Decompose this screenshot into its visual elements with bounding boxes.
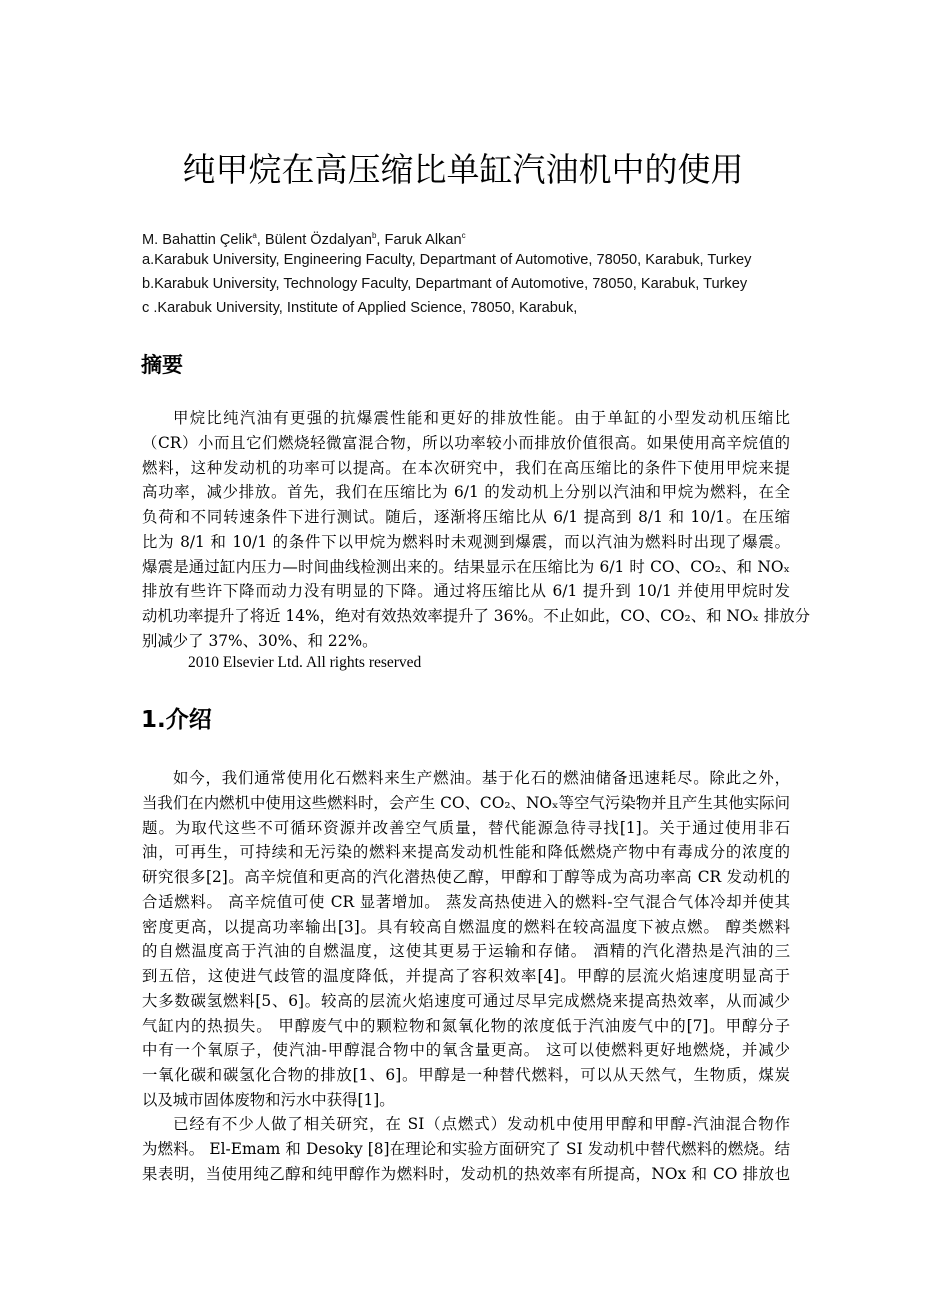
affiliation: c .Karabuk University, Institute of Applied Science, 78050, Karabuk, <box>142 300 578 316</box>
intro-paragraph <box>142 1112 790 1186</box>
text-line: 负荷和不同转速条件下进行测试。随后，逐渐将压缩比从 6/1 提高到 8/1 和 10/1。在压缩 <box>142 508 790 526</box>
text-line: 中有一个氧原子，使汽油-甲醇混合物中的氧含量更高。 这可以使燃料更好地燃烧，并减少 <box>142 1041 790 1060</box>
text-line: 排放有些许下降而动力没有明显的下降。通过将压缩比从 6/1 提升到 10/1 并使用甲烷时发 <box>142 582 790 601</box>
abstract-paragraph <box>142 406 811 654</box>
text-line: 果表明，当使用纯乙醇和纯甲醇作为燃料时，发动机的热效率有所提高，NOx 和 CO 排放也 <box>142 1164 790 1183</box>
text-line: 已经有不少人做了相关研究，在 SI（点燃式）发动机中使用甲醇和甲醇-汽油混合物作 <box>173 1115 790 1133</box>
author-name: M. Bahattin Çelik <box>142 232 253 248</box>
text-line: 题。为取代这些不可循环资源并改善空气质量，替代能源急待寻找[1]。关于通过使用非石 <box>142 818 790 837</box>
text-line: 燃料，这种发动机的功率可以提高。在本次研究中，我们在高压缩比的条件下使用甲烷来提 <box>142 458 790 477</box>
text-line: （CR）小而且它们燃烧轻微富混合物，所以功率较小而排放价值很高。如果使用高辛烷值的 <box>142 433 790 452</box>
text-line: 的自燃温度高于汽油的自燃温度，这使其更易于运输和存储。 酒精的汽化潜热是汽油的三 <box>142 942 790 961</box>
text-line: 合适燃料。 高辛烷值可使 CR 显著增加。 蒸发高热使进入的燃料-空气混合气体冷却并使其 <box>142 892 790 911</box>
text-line: 到五倍，这使进气歧管的温度降低，并提高了容积效率[4]。甲醇的层流火焰速度明显高于 <box>142 967 790 985</box>
text-line: 密度更高，以提高功率输出[3]。具有较高自燃温度的燃料在较高温度下被点燃。 醇类燃料 <box>142 917 790 936</box>
author-name: Faruk Alkan <box>384 232 462 248</box>
text-line: 动机功率提升了将近 14%，绝对有效热效率提升了 36%。不止如此，CO、CO₂、和 NOₓ 排放分 <box>142 607 811 625</box>
copyright-notice: 2010 Elsevier Ltd. All rights reserved <box>188 654 422 671</box>
affiliation: a.Karabuk University, Engineering Faculty, Departmant of Automotive, 78050, Karabuk, Turkey <box>142 252 752 268</box>
text-line: 以及城市固体废物和污水中获得[1]。 <box>142 1090 395 1109</box>
abstract-heading: 摘要 <box>141 353 183 377</box>
text-line: 为燃料。 El-Emam 和 Desoky [8]在理论和实验方面研究了 SI 发动机中替代燃料的燃烧。结 <box>142 1139 790 1158</box>
author-affiliation-mark: a <box>252 231 257 240</box>
text-line: 甲烷比纯汽油有更强的抗爆震性能和更好的排放性能。由于单缸的小型发动机压缩比 <box>173 409 790 427</box>
text-line: 比为 8/1 和 10/1 的条件下以甲烷为燃料时未观测到爆震，而以汽油为燃料时出现了爆震。 <box>142 532 790 551</box>
text-line: 气缸内的热损失。 甲醇废气中的颗粒物和氮氧化物的浓度低于汽油废气中的[7]。甲醇分子 <box>142 1016 790 1035</box>
author-list: M. Bahattin Çelik$^a$, Bülent Özdalyan$^b$, Faruk Alkan$^c$ <box>142 231 466 248</box>
text-line: 研究很多[2]。高辛烷值和更高的汽化潜热使乙醇，甲醇和丁醇等成为高功率高 CR 发动机的 <box>142 868 790 886</box>
affiliation: b.Karabuk University, Technology Faculty, Departmant of Automotive, 78050, Karabuk, Turkey <box>142 276 748 292</box>
text-line: 如今，我们通常使用化石燃料来生产燃油。基于化石的燃油储备迅速耗尽。除此之外， <box>173 769 790 787</box>
author-affiliation-mark: c <box>461 231 466 240</box>
intro-heading: 1.介绍 <box>141 707 212 733</box>
text-line: 油，可再生，可持续和无污染的燃料来提高发动机性能和降低燃烧产物中有毒成分的浓度的 <box>142 843 790 862</box>
text-line: 爆震是通过缸内压力—时间曲线检测出来的。结果显示在压缩比为 6/1 时 CO、CO₂、和 NOₓ <box>142 557 790 576</box>
intro-paragraph <box>142 766 790 1113</box>
text-line: 当我们在内燃机中使用这些燃料时，会产生 CO、CO₂、NOₓ等空气污染物并且产生其他实际问 <box>142 793 790 812</box>
text-line: 别减少了 37%、30%、和 22%。 <box>142 631 378 650</box>
document-title: 纯甲烷在高压缩比单缸汽油机中的使用 <box>182 150 744 189</box>
author-name: Bülent Özdalyan <box>264 232 372 248</box>
text-line: 大多数碳氢燃料[5、6]。较高的层流火焰速度可通过尽早完成燃烧来提高热效率，从而减少 <box>142 991 790 1010</box>
author-affiliation-mark: b <box>371 231 377 240</box>
text-line: 高功率，减少排放。首先，我们在压缩比为 6/1 的发动机上分别以汽油和甲烷为燃料，在全 <box>142 483 790 502</box>
text-line: 一氧化碳和碳氢化合物的排放[1、6]。甲醇是一种替代燃料，可以从天然气，生物质，煤炭 <box>142 1066 790 1084</box>
